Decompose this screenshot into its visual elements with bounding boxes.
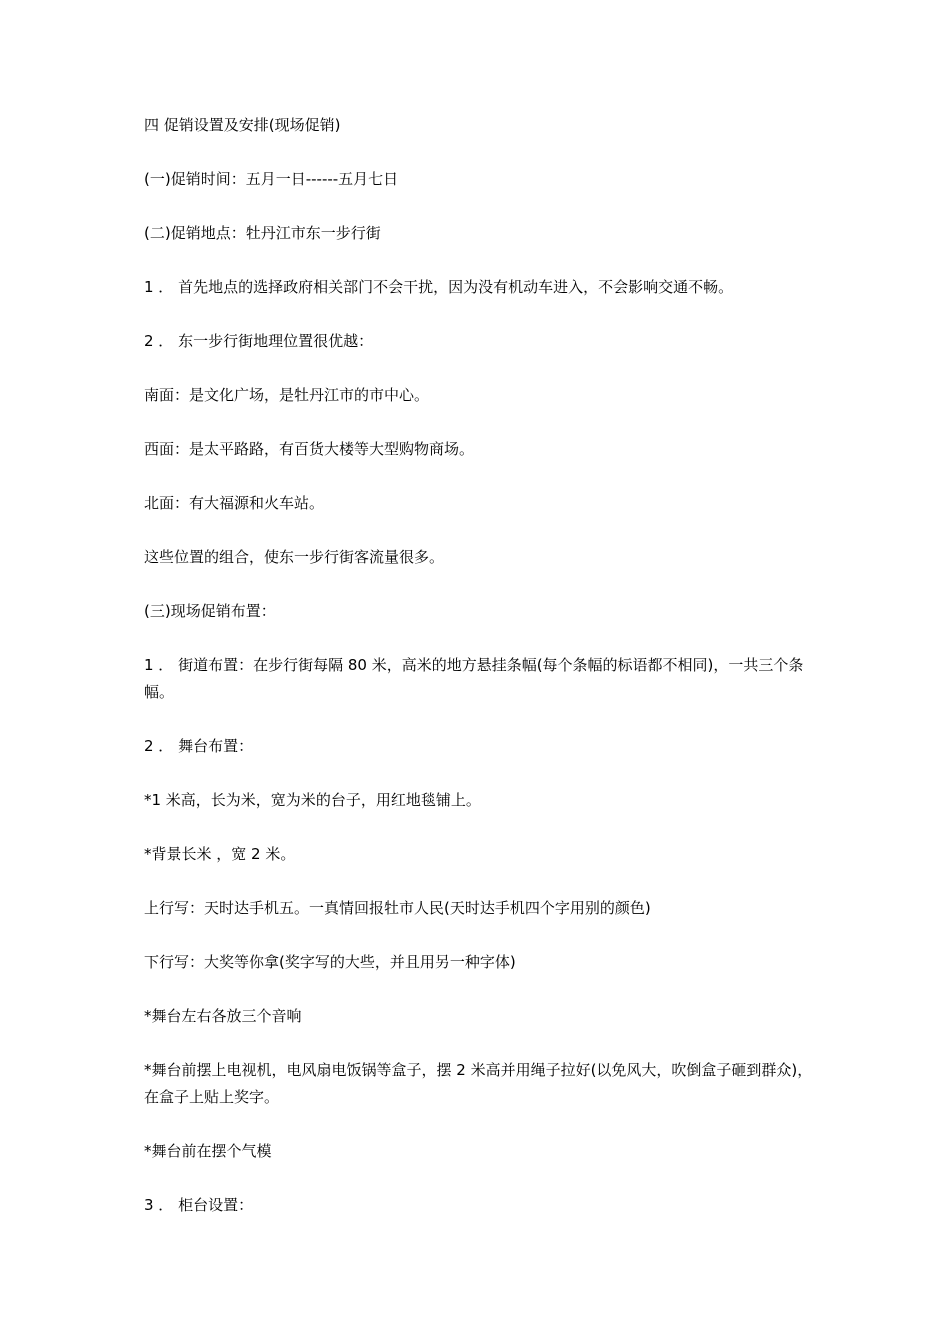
promo-time: (一)促销时间：五月一日------五月七日	[144, 170, 399, 188]
street-layout: 1 ． 街道布置：在步行街每隔 80 米，高米的地方悬挂条幅(每个条幅的标语都不相同)，一共三个条幅。	[144, 656, 804, 701]
west-side: 西面：是太平路路，有百货大楼等大型购物商场。	[144, 440, 475, 458]
backdrop-top-line: 上行写：天时达手机五。一真情回报牡市人民(天时达手机四个字用别的颜色)	[144, 899, 651, 917]
location-summary: 这些位置的组合，使东一步行街客流量很多。	[144, 548, 445, 566]
stage-backdrop: *背景长米 ，宽 2 米。	[144, 845, 296, 863]
stage-speakers: *舞台左右各放三个音响	[144, 1007, 302, 1025]
location-reason-2: 2 ． 东一步行街地理位置很优越：	[144, 332, 374, 350]
south-side: 南面：是文化广场，是牡丹江市的市中心。	[144, 386, 430, 404]
backdrop-bottom-line: 下行写：大奖等你拿(奖字写的大些，并且用另一种字体)	[144, 953, 516, 971]
section-heading: 四 促销设置及安排(现场促销)	[144, 116, 341, 134]
north-side: 北面：有大福源和火车站。	[144, 494, 325, 512]
onsite-layout-heading: (三)现场促销布置：	[144, 602, 276, 620]
document-body	[144, 112, 814, 1246]
location-reason-1: 1 ． 首先地点的选择政府相关部门不会干扰，因为没有机动车进入，不会影响交通不畅。	[144, 278, 734, 296]
stage-prize-boxes: *舞台前摆上电视机，电风扇电饭锅等盒子，摆 2 米高并用绳子拉好(以免风大，吹倒盒子砸到群众)，在盒子上贴上奖字。	[144, 1061, 813, 1106]
counter-setup-heading: 3 ． 柜台设置：	[144, 1196, 254, 1214]
stage-inflatable: *舞台前在摆个气模	[144, 1142, 272, 1160]
stage-layout-heading: 2 ． 舞台布置：	[144, 737, 254, 755]
promo-location: (二)促销地点：牡丹江市东一步行街	[144, 224, 381, 242]
stage-platform: *1 米高，长为米，宽为米的台子，用红地毯铺上。	[144, 791, 481, 809]
